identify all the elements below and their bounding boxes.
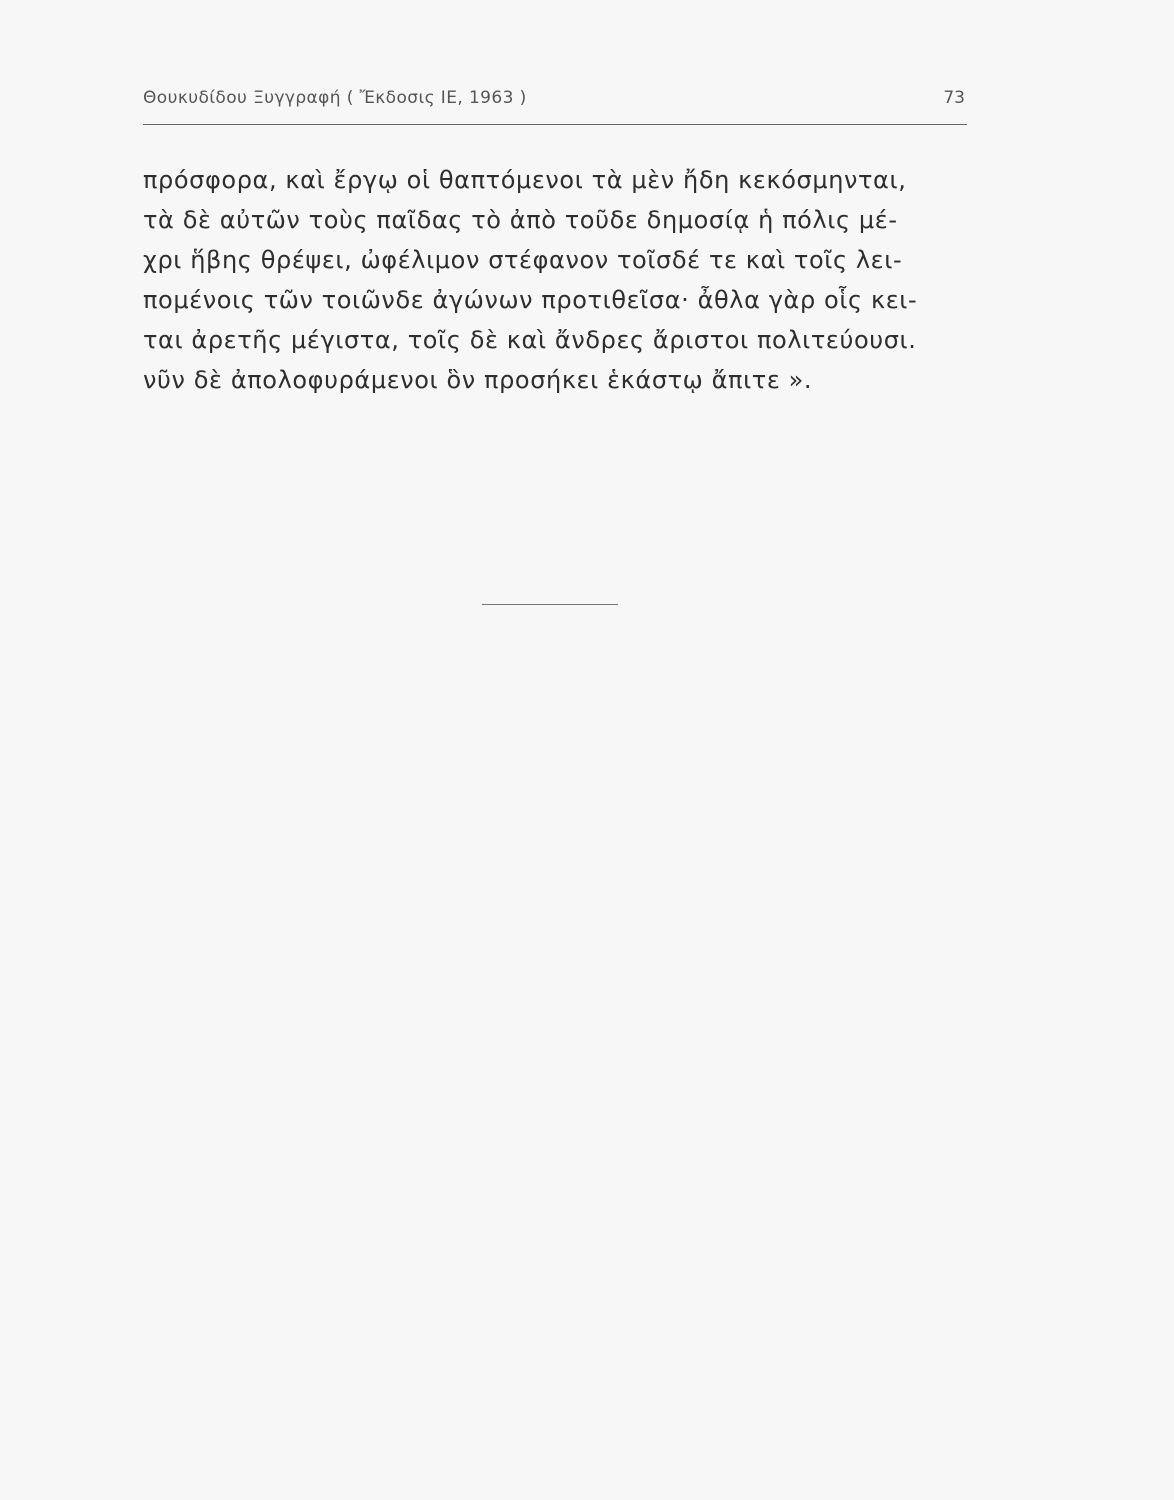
text-line: ται ἀρετῆς μέγιστα, τοῖς δὲ καὶ ἄνδρες ἄριστοι πολιτεύουσι. bbox=[143, 326, 917, 354]
text-line: πομένοις τῶν τοιῶνδε ἀγώνων προτιθεῖσα· ἆθλα γὰρ οἷς κει- bbox=[143, 286, 918, 314]
text-line: τὰ δὲ αὐτῶν τοὺς παῖδας τὸ ἀπὸ τοῦδε δημοσίᾳ ἡ πόλις μέ- bbox=[143, 206, 898, 234]
running-head: Θουκυδίδου Ξυγγραφή ( Ἔκδοσις ΙΕ, 1963 ) bbox=[143, 88, 527, 108]
body-text bbox=[143, 160, 973, 400]
page-header bbox=[143, 88, 967, 125]
text-line: νῦν δὲ ἀπολοφυράμενοι ὃν προσήκει ἑκάστῳ ἄπιτε ». bbox=[143, 366, 813, 394]
text-line: πρόσφορα, καὶ ἔργῳ οἱ θαπτόμενοι τὰ μὲν ἤδη κεκόσμηνται, bbox=[143, 166, 907, 194]
page-number: 73 bbox=[943, 88, 965, 108]
text-line: χρι ἥβης θρέψει, ὠφέλιμον στέφανον τοῖσδέ τε καὶ τοῖς λει- bbox=[143, 246, 903, 274]
end-divider bbox=[482, 604, 618, 605]
